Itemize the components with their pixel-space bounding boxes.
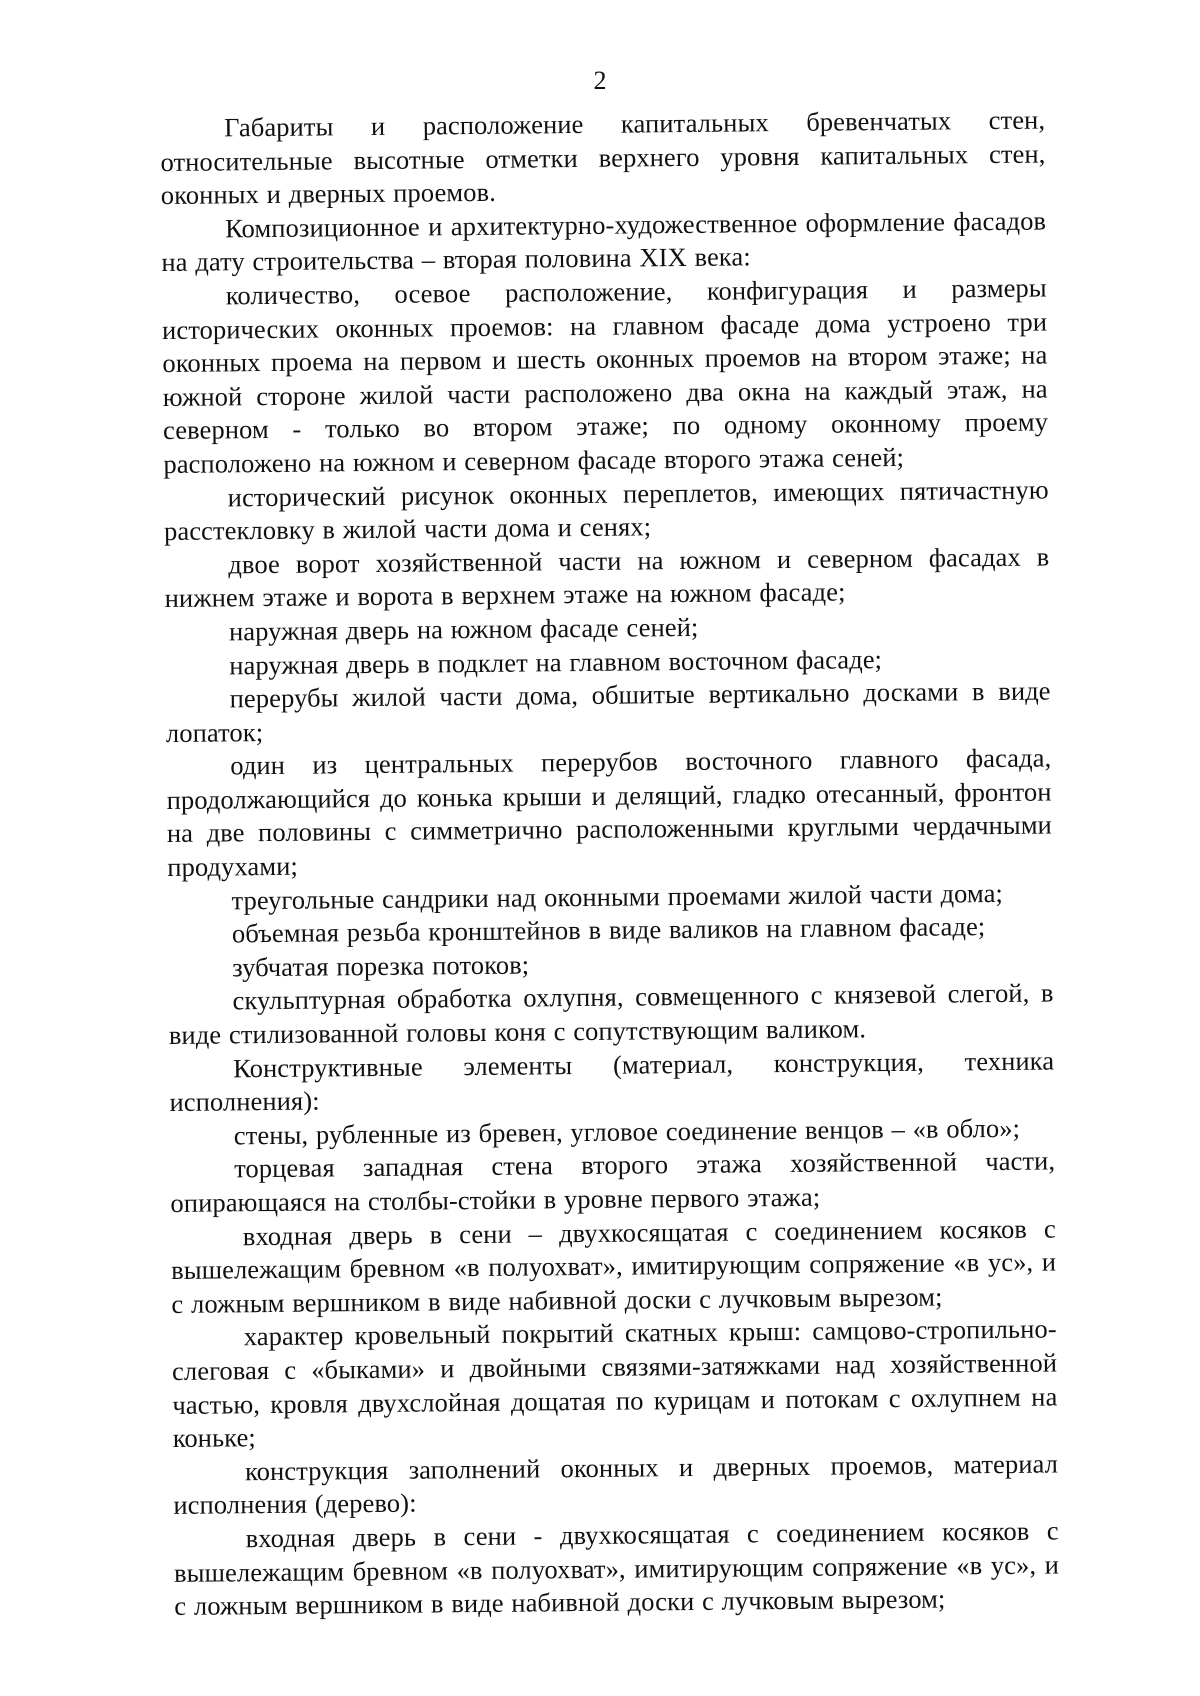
- page-number: 2: [593, 66, 607, 95]
- paragraph-sandriks: треугольные сандрики над оконными проемами жилой части дома;: [231, 877, 1004, 916]
- paragraph-bracket-carving: объемная резьба кронштейнов в виде валиков на главном фасаде;: [231, 911, 986, 949]
- paragraph-roofing: характер кровельный покрытий скатных крыш: самцово-стропильно-слеговая с «быками» и двойными связями-затяжками над хозяйственной частью, кровля двухслойная дощатая по курицам и потокам с охлупнем на коньке;: [171, 1313, 1058, 1454]
- paragraph-gutter-cutting: зубчатая порезка потоков;: [232, 949, 530, 983]
- paragraph-central-crosscut: один из центральных перерубов восточного главного фасада, продолжающийся до конька крыши и делящий, гладко отесанный, фронтон на две половины с симметрично расположенными круглыми чердачными продухами;: [166, 742, 1053, 883]
- paragraph-west-wall: торцевая западная стена второго этажа хозяйственной части, опирающаяся на столбы-стойки в уровне первого этажа;: [170, 1145, 1056, 1218]
- paragraph-structural-heading: Конструктивные элементы (материал, конструкция, техника исполнения):: [169, 1045, 1055, 1118]
- paragraph-crosscuts: перерубы жилой части дома, обшитые вертикально досками в виде лопаток;: [165, 675, 1051, 748]
- paragraph-window-openings: количество, осевое расположение, конфигурация и размеры исторических оконных проемов: на главном фасаде дома устроено три оконных проема на первом и шесть оконных проемов на втором этаже; на южной стороне жилой части расположено два окна на каждый этаж, на северном - только во втором этаже; по одному оконному проему расположено на южном и северном фасаде второго этажа сеней;: [161, 272, 1049, 479]
- paragraph-window-frames: исторический рисунок оконных переплетов, имеющих пятичастную расстекловку в жилой части дома и сенях;: [163, 474, 1049, 547]
- paragraph-entrance-door: входная дверь в сени – двухкосящатая с соединением косяков с вышележащим бревном «в полуохват», имитирующим сопряжение «в ус», и с ложным вершником в виде набивной доски с лучковым вырезом;: [170, 1213, 1057, 1319]
- paragraph-dimensions: Габариты и расположение капитальных бревенчатых стен, относительные высотные отметки верхнего уровня капитальных стен, оконных и дверных проемов.: [160, 104, 1046, 211]
- paragraph-outer-door-south: наружная дверь на южном фасаде сеней;: [228, 611, 699, 647]
- paragraph-fillings-heading: конструкция заполнений оконных и дверных проемов, материал исполнения (дерево):: [173, 1448, 1059, 1521]
- paragraph-outer-door-east: наружная дверь в подклет на главном восточном фасаде;: [229, 643, 883, 680]
- paragraph-gates: двое ворот хозяйственной части на южном и северном фасадах в нижнем этаже и ворота в верхнем этаже на южном фасаде;: [164, 541, 1050, 614]
- paragraph-entrance-door-repeat: входная дверь в сени - двухкосящатая с соединением косяков с вышележащим бревном «в полуохват», имитирующим сопряжение «в ус», и с ложным вершником в виде набивной доски с лучковым вырезом;: [173, 1515, 1060, 1622]
- paragraph-facade-design-heading: Композиционное и архитектурно-художественное оформление фасадов на дату строительства – вторая половина XIX века:: [161, 205, 1047, 278]
- document-body: [160, 104, 1059, 1624]
- paragraph-walls: стены, рубленные из бревен, угловое соединение венцов – «в обло»;: [233, 1112, 1021, 1151]
- paragraph-ridge-sculpture: скульптурная обработка охлупня, совмещенного с князевой слегой, в виде стилизованной головы коня с сопутствующим валиком.: [168, 977, 1054, 1050]
